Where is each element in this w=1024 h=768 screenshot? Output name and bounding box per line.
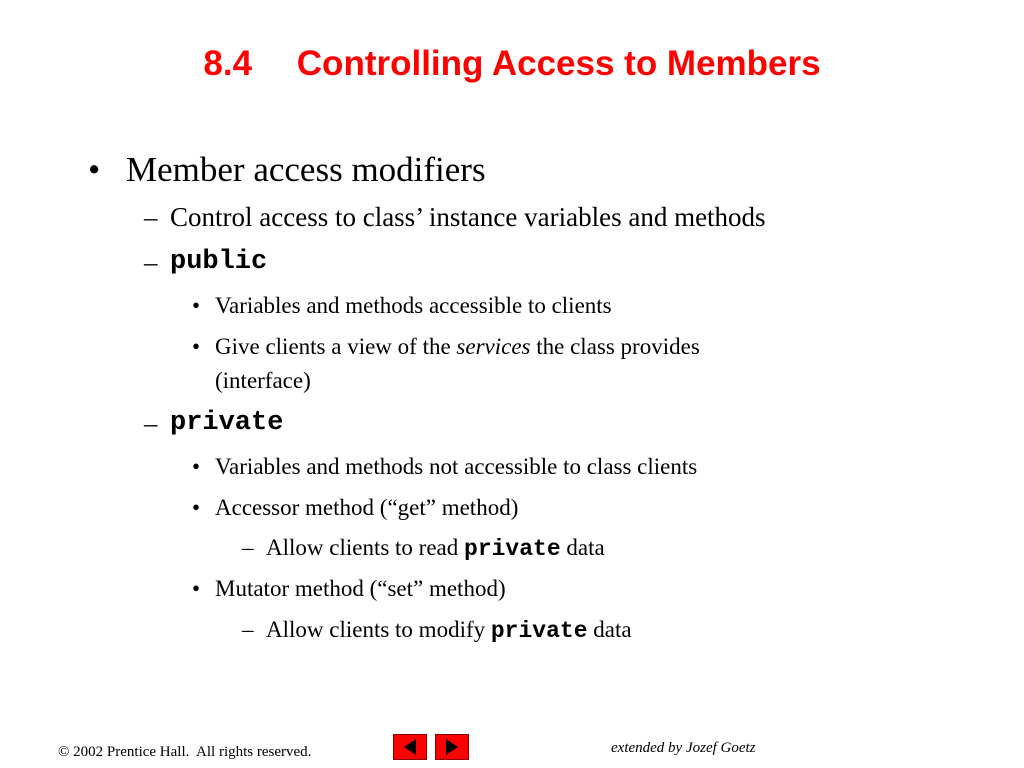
- text-segment: data: [560, 535, 605, 560]
- subitem-services-view: [215, 335, 700, 358]
- keyword-private: private: [490, 618, 588, 644]
- bullet: •: [192, 454, 201, 479]
- subitem-interface-continued: (interface): [215, 368, 311, 393]
- subitem-modify-private: [266, 618, 632, 643]
- text-segment: Allow clients to modify: [266, 617, 491, 642]
- next-slide-button[interactable]: [435, 734, 469, 760]
- dash: –: [242, 617, 254, 642]
- bullet-text-member-access-modifiers: Member access modifiers: [126, 150, 486, 189]
- keyword-public: public: [170, 247, 268, 277]
- bullet: •: [192, 495, 201, 520]
- bullet: •: [88, 150, 101, 189]
- subitem-not-accessible: Variables and methods not accessible to class clients: [215, 454, 698, 479]
- copyright-text: 2002 Prentice Hall. All rights reserved.: [73, 744, 312, 760]
- subitem-read-private: [266, 536, 605, 561]
- slide-title: 8.4 Controlling Access to Members: [203, 44, 821, 83]
- dash: –: [144, 247, 158, 277]
- keyword-private: private: [170, 408, 284, 438]
- dash: –: [144, 408, 158, 438]
- bullet: •: [192, 576, 201, 601]
- subitem-mutator-method: Mutator method (“set” method): [215, 576, 506, 601]
- bullet: •: [192, 334, 201, 359]
- prev-slide-button[interactable]: [393, 734, 427, 760]
- text-segment: Give clients a view of the: [215, 334, 457, 359]
- dash: –: [242, 535, 254, 560]
- bullet: •: [192, 293, 201, 318]
- text-segment: the class provides: [530, 334, 700, 359]
- subitem-accessible-to-clients: Variables and methods accessible to clients: [215, 293, 612, 318]
- emphasis-services: services: [456, 334, 531, 359]
- dash: –: [144, 202, 158, 232]
- subitem-accessor-method: Accessor method (“get” method): [215, 495, 519, 520]
- left-arrow-icon: [394, 735, 426, 759]
- copyright-symbol: ©: [58, 744, 70, 760]
- text-segment: Allow clients to read: [266, 535, 465, 560]
- credit-text: extended by Jozef Goetz: [611, 740, 756, 756]
- keyword-private: private: [464, 536, 561, 562]
- copyright: [58, 744, 311, 761]
- text-segment: data: [587, 617, 632, 642]
- right-arrow-icon: [436, 735, 468, 759]
- subitem-control-access: Control access to class’ instance variables and methods: [170, 202, 766, 232]
